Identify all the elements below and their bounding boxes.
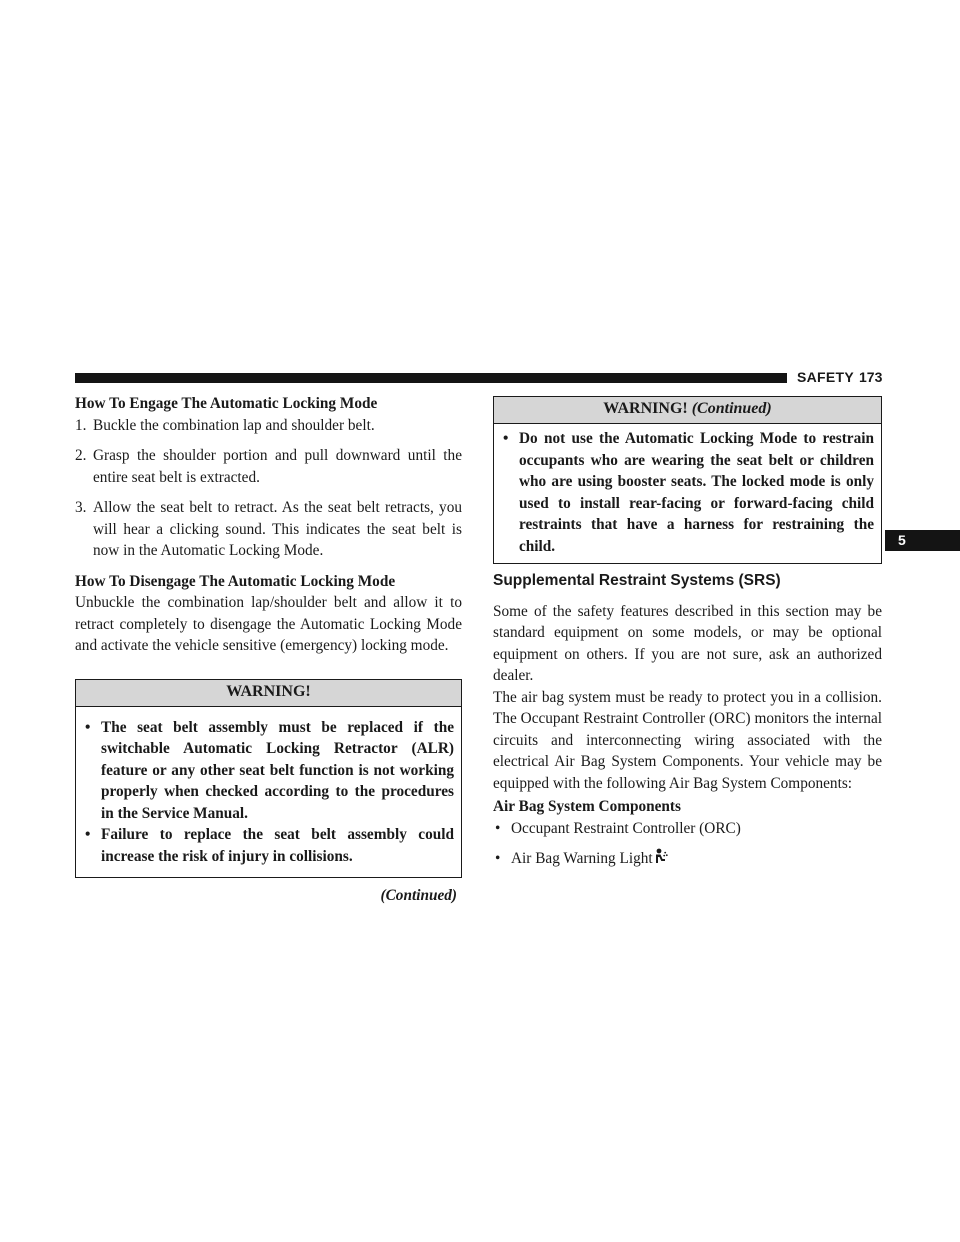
header-rule	[75, 373, 787, 383]
step-3	[75, 497, 462, 562]
warning-bullet-text: Failure to replace the seat belt assembly could increase the risk of injury in collisions.	[101, 826, 454, 865]
section-title: SAFETY	[797, 369, 855, 385]
warning-title	[76, 680, 461, 707]
bullet-dot-icon: •	[495, 850, 501, 867]
left-column	[75, 393, 462, 907]
component-item	[493, 848, 882, 870]
component-text: Air Bag Warning Light	[511, 850, 653, 867]
warning-bullet-text: Do not use the Automatic Locking Mode to restrain occupants who are wearing the seat belt or children who are using booster seats. The locked mode is only used to install rear-facing or forward-facing child restraints that have a harness for restraining the child.	[519, 430, 874, 555]
continued-label: (Continued)	[380, 887, 457, 904]
step-number: 1.	[75, 416, 87, 434]
warning-bullet	[501, 428, 874, 557]
disengage-heading: How To Disengage The Automatic Locking Mode	[75, 572, 396, 590]
warning-title-text: WARNING!	[226, 682, 311, 700]
engage-heading: How To Engage The Automatic Locking Mode	[75, 395, 378, 412]
bullet-dot-icon: •	[85, 718, 91, 736]
step-number: 2.	[75, 447, 87, 464]
step-1	[75, 415, 462, 437]
bullet-dot-icon: •	[495, 819, 501, 837]
components-heading: Air Bag System Components	[493, 798, 681, 815]
step-text: Grasp the shoulder portion and pull downward until the entire seat belt is extracted.	[93, 447, 462, 486]
srs-heading: Supplemental Restraint Systems (SRS)	[493, 572, 781, 589]
step-2	[75, 445, 462, 488]
component-item	[493, 818, 882, 840]
bullet-dot-icon: •	[85, 826, 91, 843]
warning-continued-box	[493, 396, 882, 564]
right-column	[493, 396, 882, 879]
warning-continued-title	[494, 397, 881, 424]
warning-title-suffix: (Continued)	[691, 400, 772, 417]
warning-bullet-text: The seat belt assembly must be replaced if the switchable Automatic Locking Retractor (ALR) feature or any other seat belt function is not working properly when checked according to the procedures in the Service Manual.	[101, 718, 454, 822]
component-text: Occupant Restraint Controller (ORC)	[511, 819, 741, 837]
warning-box	[75, 679, 462, 879]
warning-bullet	[83, 717, 454, 825]
airbag-warning-light-icon	[654, 848, 668, 864]
warning-body	[76, 707, 461, 878]
step-text: Allow the seat belt to retract. As the seat belt retracts, you will hear a clicking sound. This indicates the seat belt is now in the Automatic Locking Mode.	[93, 499, 462, 559]
warning-title-text: WARNING!	[603, 400, 688, 417]
warning-bullet	[83, 824, 454, 867]
srs-paragraph-1: Some of the safety features described in this section may be standard equipment on some models, or may be optional equipment on others. If you are not sure, ask an authorized dealer.	[493, 602, 882, 684]
step-number: 3.	[75, 499, 87, 516]
page-number: 173	[859, 369, 883, 385]
bullet-dot-icon: •	[503, 430, 509, 447]
chapter-tab[interactable]: 5	[885, 530, 960, 551]
disengage-text: Unbuckle the combination lap/shoulder belt and allow it to retract completely to disengage the Automatic Locking Mode and activate the vehicle sensitive (emergency) locking mode.	[75, 594, 462, 654]
srs-paragraph-2: The air bag system must be ready to protect you in a collision. The Occupant Restraint Controller (ORC) monitors the internal circuits and interconnecting wiring associated with the electrical Air Bag System Components. Your vehicle may be equipped with the following Air Bag System Components:	[493, 688, 882, 792]
warning-continued-body	[494, 424, 881, 563]
step-text: Buckle the combination lap and shoulder belt.	[93, 416, 375, 434]
